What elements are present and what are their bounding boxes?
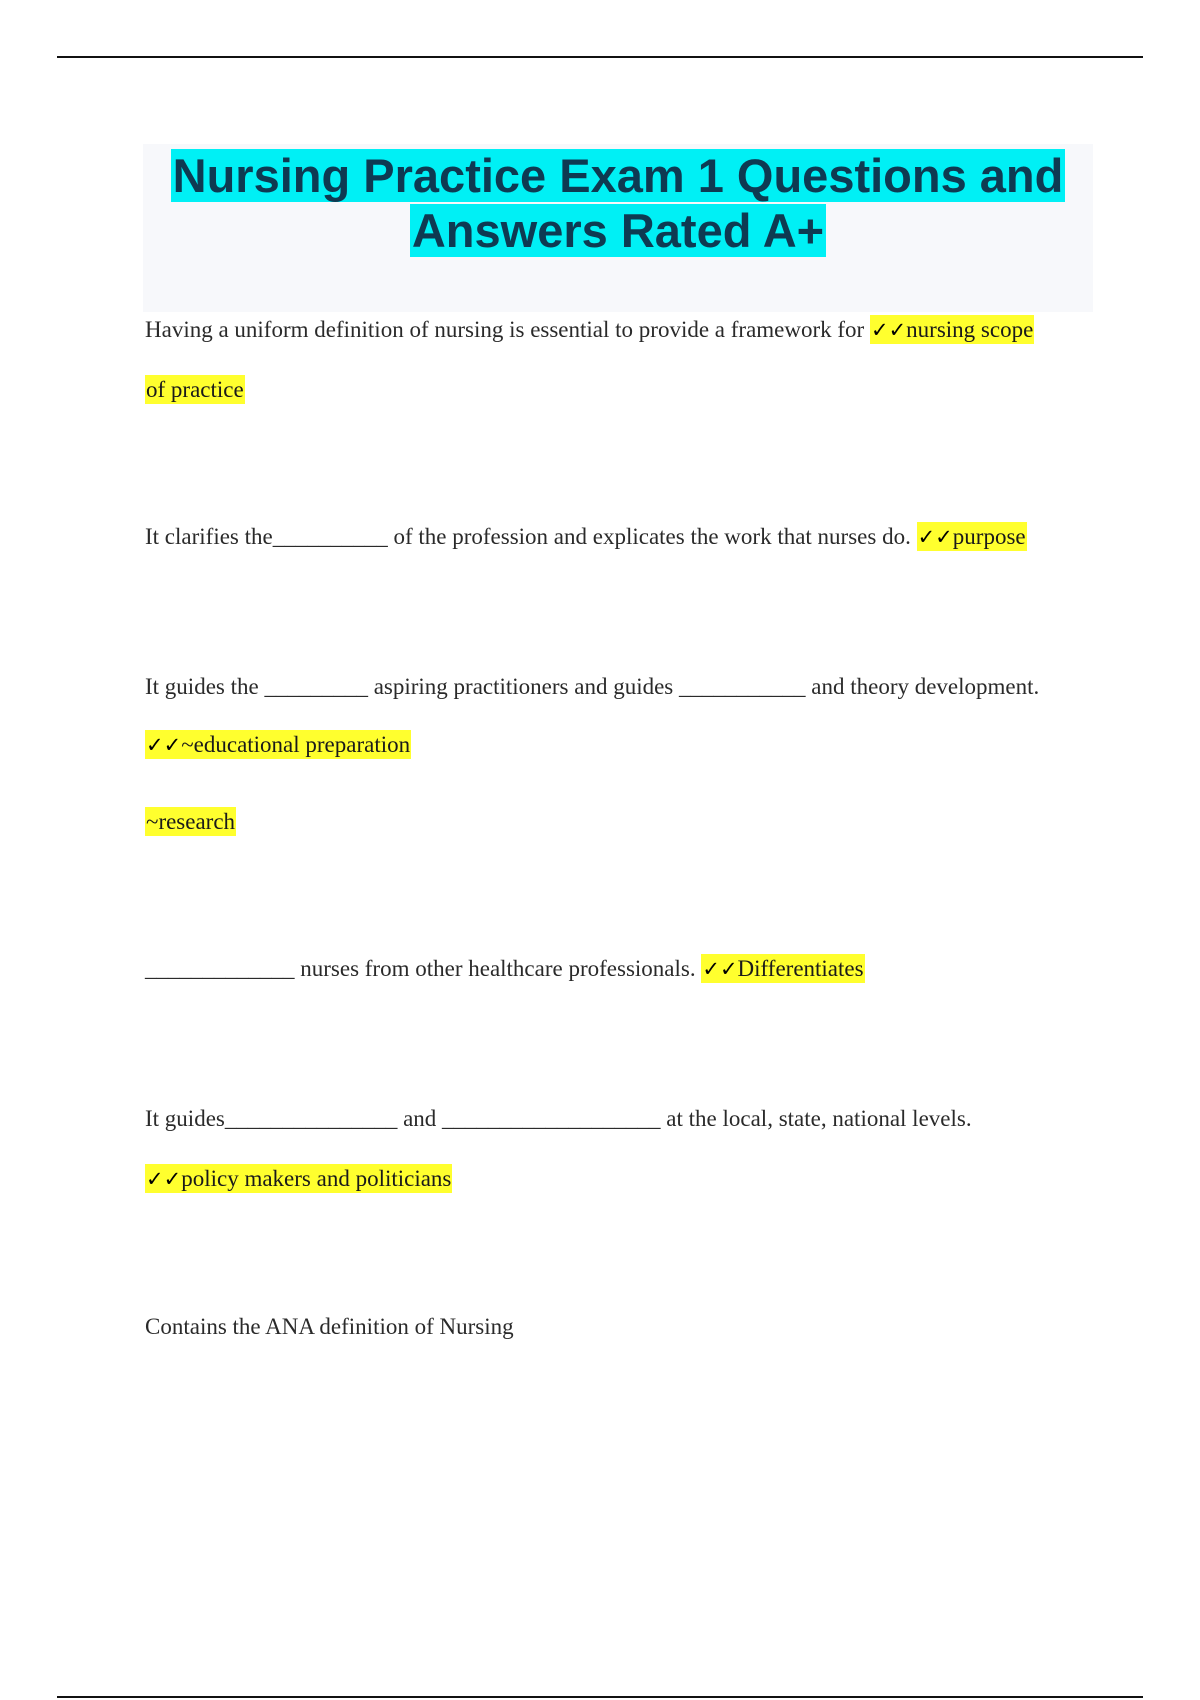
answer-3b-text: ~research (146, 809, 236, 834)
question-4-text: _____________ nurses from other healthcare professionals. (145, 956, 702, 981)
answer-4-text: Differentiates (737, 956, 864, 981)
checkmark-icon: ✓✓ (146, 733, 182, 757)
answer-1-continued (145, 375, 245, 405)
answer-3a-highlight (145, 730, 411, 759)
checkmark-icon: ✓✓ (870, 318, 907, 342)
title-line-1: Nursing Practice Exam 1 Questions and (172, 149, 1064, 202)
question-2 (145, 522, 1027, 552)
title-line-2: Answers Rated A+ (411, 204, 825, 257)
top-rule (57, 56, 1143, 58)
document-title (143, 144, 1093, 258)
answer-1-text-continued: of practice (146, 377, 244, 402)
answer-2-highlight (917, 522, 1027, 551)
answer-3b (145, 807, 236, 837)
answer-2-text: purpose (952, 524, 1026, 549)
checkmark-icon: ✓✓ (146, 1167, 182, 1191)
answer-3a (145, 730, 411, 760)
answer-1-highlight (870, 315, 1034, 344)
answer-5-text: policy makers and politicians (181, 1166, 452, 1191)
question-3 (145, 672, 1039, 702)
question-1-text: Having a uniform definition of nursing is essential to provide a framework for (145, 317, 870, 342)
answer-1-text: nursing scope (906, 317, 1034, 342)
question-2-text: It clarifies the__________ of the profession and explicates the work that nurses do. (145, 524, 917, 549)
bottom-rule (57, 1696, 1143, 1698)
question-3-text: It guides the _________ aspiring practitioners and guides ___________ and theory development. (145, 674, 1040, 699)
checkmark-icon: ✓✓ (702, 957, 738, 981)
answer-3a-text: ~educational preparation (181, 732, 411, 757)
question-4 (145, 954, 865, 984)
title-block (143, 144, 1093, 312)
question-5-text: It guides_______________ and ___________________ at the local, state, national levels. (145, 1106, 972, 1131)
answer-5 (145, 1164, 452, 1194)
question-1 (145, 315, 1034, 345)
question-6 (145, 1312, 514, 1342)
answer-4-highlight (701, 954, 864, 983)
answer-5-highlight (145, 1164, 452, 1193)
question-5 (145, 1104, 972, 1134)
question-6-text: Contains the ANA definition of Nursing (145, 1314, 514, 1339)
checkmark-icon: ✓✓ (917, 525, 953, 549)
